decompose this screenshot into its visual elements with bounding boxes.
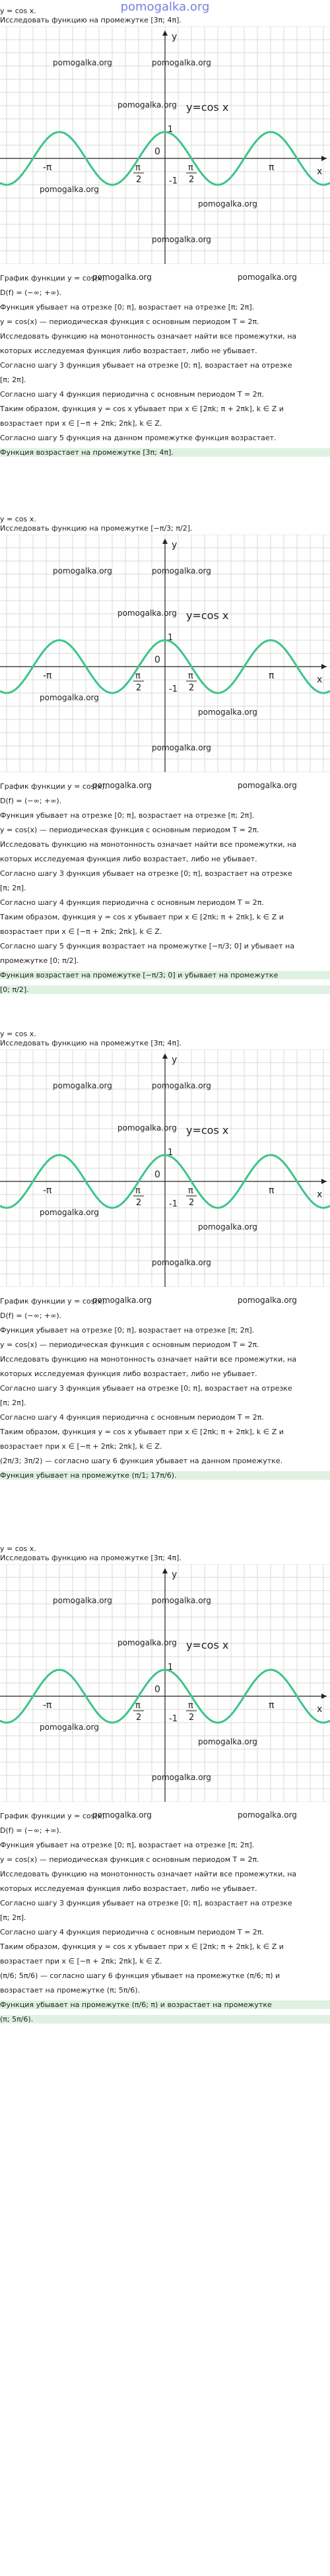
watermark-graph-2-b[interactable]: pomogalka.org [152, 1081, 211, 1090]
tick-neg-half-pi-num: π [135, 163, 141, 173]
text-line: Согласно шагу 5 функция на данном промежутке функция возрастает. [0, 434, 277, 442]
text-line: Исследовать функцию на монотонность означает найти все промежутки, на [0, 1870, 297, 1878]
y-axis-arrow [162, 1568, 168, 1573]
text-line: Функция убывает на отрезке [0; π], возрастает на отрезке [π; 2π]. [0, 811, 255, 820]
watermark-body-2-a[interactable]: pomogalka.org [92, 1296, 152, 1305]
watermark-graph-1-a[interactable]: pomogalka.org [53, 566, 112, 576]
text-line: D(f) = (−∞; +∞). [0, 1826, 62, 1835]
text-line: Таким образом, функция y = cos x убывает при x ∈ [2πk; π + 2πk], k ∈ Z и [0, 1942, 284, 1951]
y-axis-label: y [172, 540, 178, 550]
tick-pos-half-pi-num: π [188, 1701, 193, 1711]
watermark-graph-0-d[interactable]: pomogalka.org [40, 185, 99, 194]
text-line: y = cos(x) — периодическая функция с основным периодом T = 2π. [0, 1340, 259, 1349]
text-line: Таким образом, функция y = cos x убывает при x ∈ [2πk; π + 2πk], k ∈ Z и [0, 1428, 284, 1436]
tick-neg-half-pi-den: 2 [136, 1713, 142, 1723]
text-line: Согласно шагу 4 функция периодична с основным периодом T = 2π. [0, 1928, 264, 1936]
watermark-body-0-a[interactable]: pomogalka.org [92, 273, 152, 282]
watermark-graph-1-d[interactable]: pomogalka.org [40, 693, 99, 702]
text-line: График функции y = cos(x). [0, 1812, 107, 1820]
watermark-graph-3-b[interactable]: pomogalka.org [152, 1596, 211, 1605]
watermark-body-3-a[interactable]: pomogalka.org [92, 1810, 152, 1820]
text-line: (2π/3; 3π/2) — согласно шагу 6 функция убывает на данном промежутке. [0, 1457, 283, 1465]
text-line: промежутке [0; π/2]. [0, 956, 79, 965]
tick-one: 1 [168, 1663, 174, 1672]
text-line: Согласно шагу 3 функция убывает на отрезке [0; π], возрастает на отрезке [0, 1899, 292, 1907]
tick-pi: π [269, 162, 275, 173]
text-line: которых исследуемая функция либо возрастает, либо не убывает. [0, 347, 257, 355]
tick-zero: 0 [154, 1170, 160, 1180]
tick-neg-half-pi-den: 2 [136, 1198, 142, 1208]
conclusion-line: Функция убывает на промежутке (π/6; π) и возрастает на промежутке [0, 2000, 330, 2009]
text-line: которых исследуемая функция либо возрастает, либо не убывает. [0, 1370, 257, 1378]
text-line: Согласно шагу 4 функция периодична с основным периодом T = 2π. [0, 390, 264, 399]
tick-neg-one: -1 [169, 1199, 178, 1209]
tick-one: 1 [168, 633, 174, 643]
text-line: Функция убывает на отрезке [0; π], возрастает на отрезке [π; 2π]. [0, 303, 255, 312]
tick-zero: 0 [154, 655, 160, 665]
text-line: Согласно шагу 5 функция возрастает на промежутке [−π/3; 0] и убывает на [0, 942, 295, 950]
tick-neg-half-pi-num: π [135, 1186, 141, 1196]
watermark-graph-3-f[interactable]: pomogalka.org [152, 1773, 211, 1782]
watermark-graph-2-c[interactable]: pomogalka.org [117, 1123, 177, 1133]
tick-neg-pi: -π [43, 162, 52, 173]
text-line: Исследовать функцию на монотонность означает найти все промежутки, на [0, 1355, 297, 1364]
x-axis-label: x [317, 166, 323, 177]
text-line: [π; 2π]. [0, 884, 26, 892]
text-line: D(f) = (−∞; +∞). [0, 1311, 62, 1320]
watermark-graph-1-b[interactable]: pomogalka.org [152, 566, 211, 576]
text-line: Исследовать функцию на промежутке [−π/3; π/2]. [0, 524, 193, 533]
watermark-graph-2-e[interactable]: pomogalka.org [198, 1222, 257, 1232]
watermark-graph-2-d[interactable]: pomogalka.org [40, 1208, 99, 1217]
tick-neg-half-pi-num: π [135, 1701, 141, 1711]
text-line: Согласно шагу 3 функция убывает на отрезке [0; π], возрастает на отрезке [0, 361, 292, 370]
watermark-graph-0-c[interactable]: pomogalka.org [117, 100, 177, 110]
tick-neg-one: -1 [169, 1714, 178, 1724]
tick-pos-half-pi-den: 2 [189, 1713, 195, 1723]
watermark-graph-0-b[interactable]: pomogalka.org [152, 58, 211, 67]
watermark-body-1-b[interactable]: pomogalka.org [238, 781, 297, 790]
text-line: Функция убывает на отрезке [0; π], возрастает на отрезке [π; 2π]. [0, 1326, 255, 1335]
watermark-body-0-b[interactable]: pomogalka.org [238, 273, 297, 282]
tick-zero: 0 [154, 147, 160, 157]
watermark-graph-2-f[interactable]: pomogalka.org [152, 1258, 211, 1267]
text-line: Согласно шагу 4 функция периодична с основным периодом T = 2π. [0, 898, 264, 907]
y-axis-arrow [162, 30, 168, 36]
conclusion-line: [0; π/2]. [0, 985, 330, 994]
text-line: Таким образом, функция y = cos x убывает при x ∈ [2πk; π + 2πk], k ∈ Z и [0, 405, 284, 413]
text-line: которых исследуемая функция либо возрастает, либо не убывает. [0, 1884, 257, 1893]
text-line: возрастает при x ∈ [−π + 2πk; 2πk], k ∈ Z. [0, 927, 162, 936]
watermark-graph-0-e[interactable]: pomogalka.org [198, 199, 257, 209]
watermark-graph-3-c[interactable]: pomogalka.org [117, 1638, 177, 1647]
tick-neg-pi: -π [43, 1700, 52, 1711]
text-line: [π; 2π]. [0, 376, 26, 384]
watermark-graph-0-a[interactable]: pomogalka.org [53, 58, 112, 67]
text-line: [π; 2π]. [0, 1913, 26, 1922]
text-line: которых исследуемая функция либо возрастает, либо не убывает. [0, 855, 257, 863]
text-line: Исследовать функцию на промежутке [3π; 4π]. [0, 1554, 182, 1562]
x-axis-arrow [321, 664, 327, 669]
function-label: y=cos x [186, 1639, 229, 1651]
y-axis-arrow [162, 539, 168, 544]
x-axis-label: x [317, 1189, 323, 1200]
x-axis-label: x [317, 675, 323, 685]
x-axis-arrow [321, 156, 327, 161]
x-axis-arrow [321, 1179, 327, 1184]
text-line: График функции y = cos(x). [0, 782, 107, 791]
watermark-graph-0-f[interactable]: pomogalka.org [152, 235, 211, 244]
watermark-graph-1-f[interactable]: pomogalka.org [152, 743, 211, 752]
conclusion-line: Функция убывает на промежутке (π/1; 17π/6). [0, 1471, 330, 1480]
y-axis-arrow [162, 1053, 168, 1059]
watermark-body-3-b[interactable]: pomogalka.org [238, 1810, 297, 1820]
function-label: y=cos x [186, 609, 229, 622]
y-axis-label: y [172, 1569, 178, 1580]
text-line: y = cos x. [0, 515, 36, 523]
tick-pos-half-pi-num: π [188, 163, 193, 173]
tick-neg-pi: -π [43, 671, 52, 681]
watermark-graph-3-a[interactable]: pomogalka.org [53, 1596, 112, 1605]
text-line: y = cos x. [0, 1544, 36, 1553]
text-line: Таким образом, функция y = cos x убывает при x ∈ [2πk; π + 2πk], k ∈ Z и [0, 913, 284, 921]
watermark-graph-2-a[interactable]: pomogalka.org [53, 1081, 112, 1090]
text-line: Функция убывает на отрезке [0; π], возрастает на отрезке [π; 2π]. [0, 1841, 255, 1849]
text-line: y = cos(x) — периодическая функция с основным периодом T = 2π. [0, 317, 259, 326]
text-line: возрастает при x ∈ [−π + 2πk; 2πk], k ∈ Z. [0, 1957, 162, 1965]
tick-pos-half-pi-num: π [188, 1186, 193, 1196]
text-line: y = cos x. [0, 7, 36, 15]
text-line: Исследовать функцию на промежутке [3π; 4π]. [0, 16, 182, 24]
text-line: Исследовать функцию на промежутке [3π; 4π]. [0, 1039, 182, 1047]
text-line: возрастает на промежутке (π; 5π/6). [0, 1986, 141, 1995]
tick-neg-half-pi-num: π [135, 671, 141, 681]
watermark-body-2-b[interactable]: pomogalka.org [238, 1296, 297, 1305]
tick-pi: π [269, 671, 275, 681]
tick-pos-half-pi-den: 2 [189, 683, 195, 693]
function-label: y=cos x [186, 1124, 229, 1137]
text-line: D(f) = (−∞; +∞). [0, 288, 62, 297]
text-line: возрастает при x ∈ [−π + 2πk; 2πk], k ∈ Z. [0, 1442, 162, 1451]
conclusion-line: (π; 5π/6). [0, 2015, 330, 2024]
text-line: Согласно шагу 3 функция убывает на отрезке [0; π], возрастает на отрезке [0, 869, 292, 878]
watermark-body-1-a[interactable]: pomogalka.org [92, 781, 152, 790]
text-line: y = cos(x) — периодическая функция с основным периодом T = 2π. [0, 826, 259, 834]
watermark-graph-3-d[interactable]: pomogalka.org [40, 1723, 99, 1732]
tick-pos-half-pi-den: 2 [189, 175, 195, 185]
text-line: График функции y = cos(x). [0, 274, 107, 282]
text-line: Исследовать функцию на монотонность означает найти все промежутки, на [0, 840, 297, 849]
tick-zero: 0 [154, 1684, 160, 1695]
conclusion-line: Функция возрастает на промежутке [−π/3; 0] и убывает на промежутке [0, 971, 330, 979]
text-line: [π; 2π]. [0, 1399, 26, 1407]
text-line: y = cos x. [0, 1030, 36, 1038]
watermark-graph-3-e[interactable]: pomogalka.org [198, 1737, 257, 1746]
tick-one: 1 [168, 125, 174, 135]
site-watermark-top[interactable]: pomogalka.org [120, 0, 210, 14]
tick-neg-pi: -π [43, 1185, 52, 1196]
conclusion-line: Функция возрастает на промежутке [3π; 4π]. [0, 448, 330, 457]
tick-neg-one: -1 [169, 176, 178, 186]
watermark-graph-1-c[interactable]: pomogalka.org [117, 609, 177, 618]
text-line: (π/6; 5π/6) — согласно шагу 6 функция убывает на промежутке (π/6; π) и [0, 1971, 280, 1980]
tick-one: 1 [168, 1148, 174, 1158]
text-line: Согласно шагу 3 функция убывает на отрезке [0; π], возрастает на отрезке [0, 1384, 292, 1393]
tick-neg-one: -1 [169, 684, 178, 694]
text-line: возрастает при x ∈ [−π + 2πk; 2πk], k ∈ Z. [0, 419, 162, 428]
y-axis-label: y [172, 32, 178, 42]
text-line: D(f) = (−∞; +∞). [0, 797, 62, 805]
text-line: Исследовать функцию на монотонность означает найти все промежутки, на [0, 332, 297, 341]
y-axis-label: y [172, 1055, 178, 1065]
tick-neg-half-pi-den: 2 [136, 175, 142, 185]
text-line: График функции y = cos(x). [0, 1297, 107, 1305]
function-label: y=cos x [186, 101, 229, 114]
text-line: y = cos(x) — периодическая функция с основным периодом T = 2π. [0, 1855, 259, 1864]
watermark-graph-1-e[interactable]: pomogalka.org [198, 708, 257, 717]
tick-pos-half-pi-num: π [188, 671, 193, 681]
text-line: Согласно шагу 4 функция периодична с основным периодом T = 2π. [0, 1413, 264, 1422]
tick-pos-half-pi-den: 2 [189, 1198, 195, 1208]
tick-pi: π [269, 1700, 275, 1711]
x-axis-label: x [317, 1704, 323, 1715]
tick-neg-half-pi-den: 2 [136, 683, 142, 693]
tick-pi: π [269, 1185, 275, 1196]
x-axis-arrow [321, 1694, 327, 1699]
